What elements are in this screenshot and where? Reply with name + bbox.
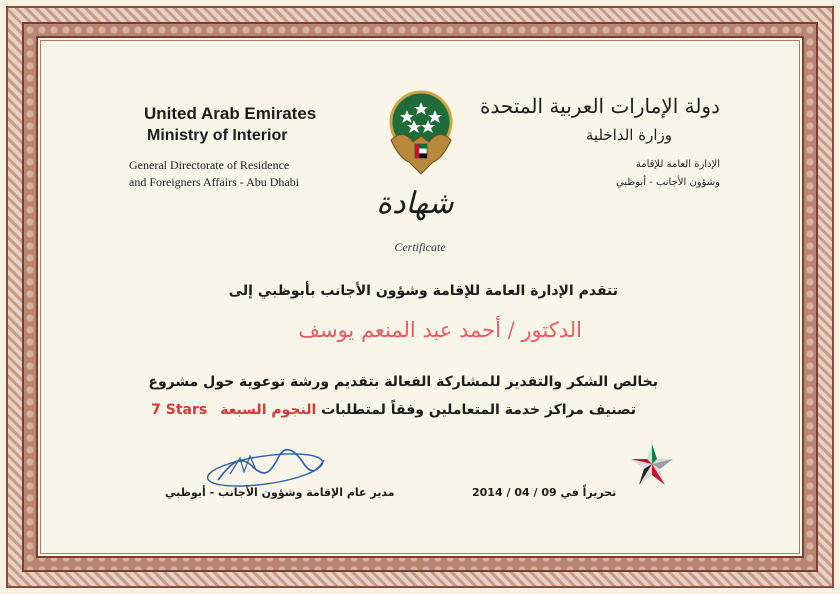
signatory-title: مدير عام الإقامة وشؤون الأجانب - أبوظبي	[165, 486, 395, 499]
appreciation-line: بخالص الشكر والتقدير للمشاركة الفعالة بتقديم ورشة توعوية حول مشروع	[148, 374, 658, 390]
certificate-title-en: Certificate	[394, 240, 446, 254]
issue-date: تحريراً في 09 / 04 / 2014	[472, 486, 617, 499]
ministry-emblem-icon	[383, 88, 459, 176]
department-name-ar-line2: وشؤون الأجانب - أبوظبي	[615, 177, 720, 188]
recipient-name: الدكتور / أحمد عبد المنعم يوسف	[298, 318, 582, 342]
department-name-ar-line1: الإدارة العامة للإقامة	[635, 159, 720, 170]
country-name-en: United Arab Emirates	[144, 104, 317, 123]
department-name-en-line1: General Directorate of Residence	[129, 158, 290, 172]
project-name-ar: النجوم السبعة	[220, 402, 317, 418]
country-name-ar: دولة الإمارات العربية المتحدة	[479, 94, 720, 118]
ministry-name-en: Ministry of Interior	[147, 127, 288, 144]
project-name-en: 7 Stars	[151, 402, 208, 418]
certificate-title-ar: شهادة	[376, 186, 454, 221]
intro-line: تتقدم الإدارة العامة للإقامة وشؤون الأجانب بأبوظبي إلى	[228, 283, 618, 299]
project-line	[151, 402, 636, 418]
seven-stars-logo-icon	[628, 442, 676, 488]
department-name-en-line2: and Foreigners Affairs - Abu Dhabi	[129, 175, 300, 189]
ministry-name-ar: وزارة الداخلية	[585, 126, 672, 144]
project-line-text: تصنيف مراكز خدمة المتعاملين وفقاً لمتطلبات	[321, 402, 636, 418]
signature-image	[200, 444, 330, 488]
